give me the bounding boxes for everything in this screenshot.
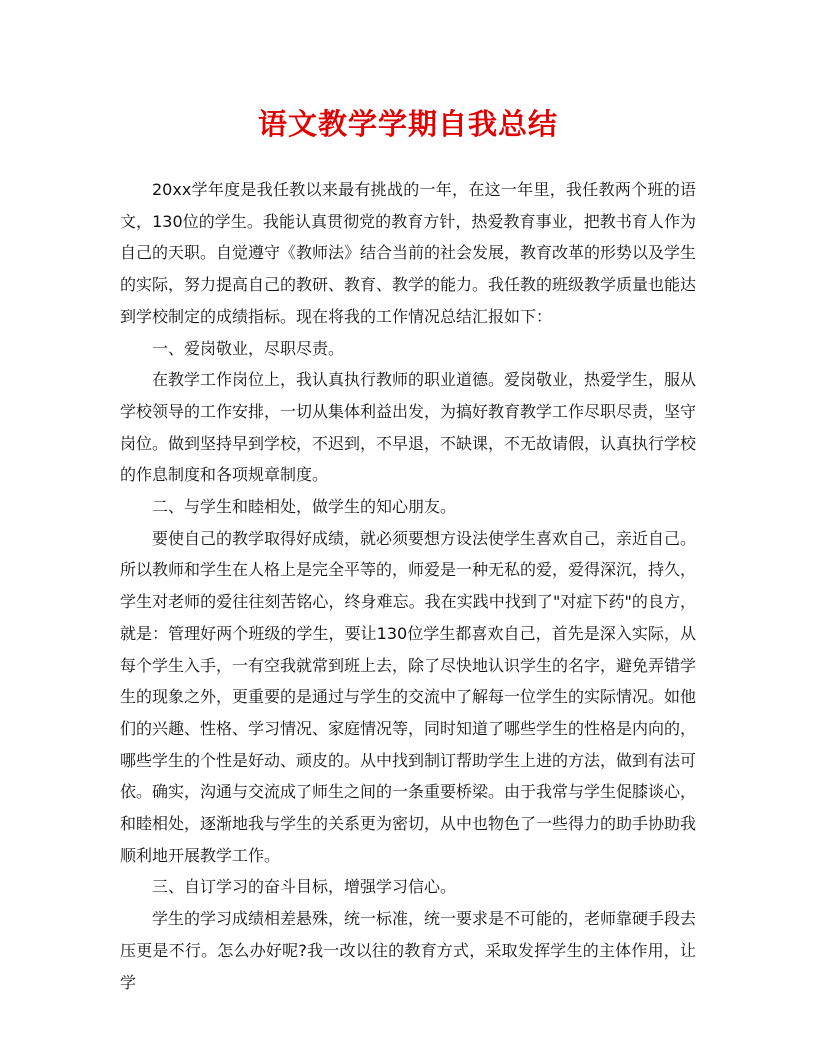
- section-heading-3: 三、自订学习的奋斗目标，增强学习信心。: [152, 877, 457, 897]
- section-heading-2: 二、与学生和睦相处，做学生的知心朋友。: [152, 497, 457, 517]
- document-body: [120, 174, 696, 998]
- paragraph-section-1: 在教学工作岗位上，我认真执行教师的职业道德。爱岗敬业，热爱学生，服从学校领导的工作安排，一切从集体利益出发，为搞好教育教学工作尽职尽责，坚守岗位。做到坚持早到学校，不迟到，不早退，不缺课，不无故请假，认真执行学校的作息制度和各项规章制度。: [120, 370, 697, 485]
- paragraph-intro: 20xx学年度是我任教以来最有挑战的一年，在这一年里，我任教两个班的语文，130位的学生。我能认真贯彻党的教育方针，热爱教育事业，把教书育人作为自己的天职。自觉遵守《教师法》结合当前的社会发展，教育改革的形势以及学生的实际，努力提高自己的教研、教育、教学的能力。我任教的班级教学质量也能达到学校制定的成绩指标。现在将我的工作情况总结汇报如下：: [120, 180, 697, 326]
- section-heading-1: 一、爱岗敬业，尽职尽责。: [152, 338, 345, 358]
- paragraph-section-3: 学生的学习成绩相差悬殊，统一标准，统一要求是不可能的，老师靠硬手段去压更是不行。怎么办好呢?我一改以往的教育方式，采取发挥学生的主体作用，让学: [120, 909, 697, 992]
- paragraph-section-2: 要使自己的教学取得好成绩，就必须要想方设法使学生喜欢自己，亲近自己。所以教师和学生在人格上是完全平等的，师爱是一种无私的爱，爱得深沉，持久，学生对老师的爱往往刻苦铭心，终身难忘。我在实践中找到了"对症下药"的良方，就是：管理好两个班级的学生，要让130位学生都喜欢自己，首先是深入实际，从每个学生入手，一有空我就常到班上去，除了尽快地认识学生的名字，避免弄错学生的现象之外，更重要的是通过与学生的交流中了解每一位学生的实际情况。如他们的兴趣、性格、学习情况、家庭情况等，同时知道了哪些学生的性格是内向的，哪些学生的个性是好动、顽皮的。从中找到制订帮助学生上进的方法，做到有法可依。确实，沟通与交流成了师生之间的一条重要桥梁。由于我常与学生促膝谈心，和睦相处，逐渐地我与学生的关系更为密切，从中也物色了一些得力的助手协助我顺利地开展教学工作。: [120, 528, 697, 865]
- document-title: 语文教学学期自我总结: [257, 107, 558, 141]
